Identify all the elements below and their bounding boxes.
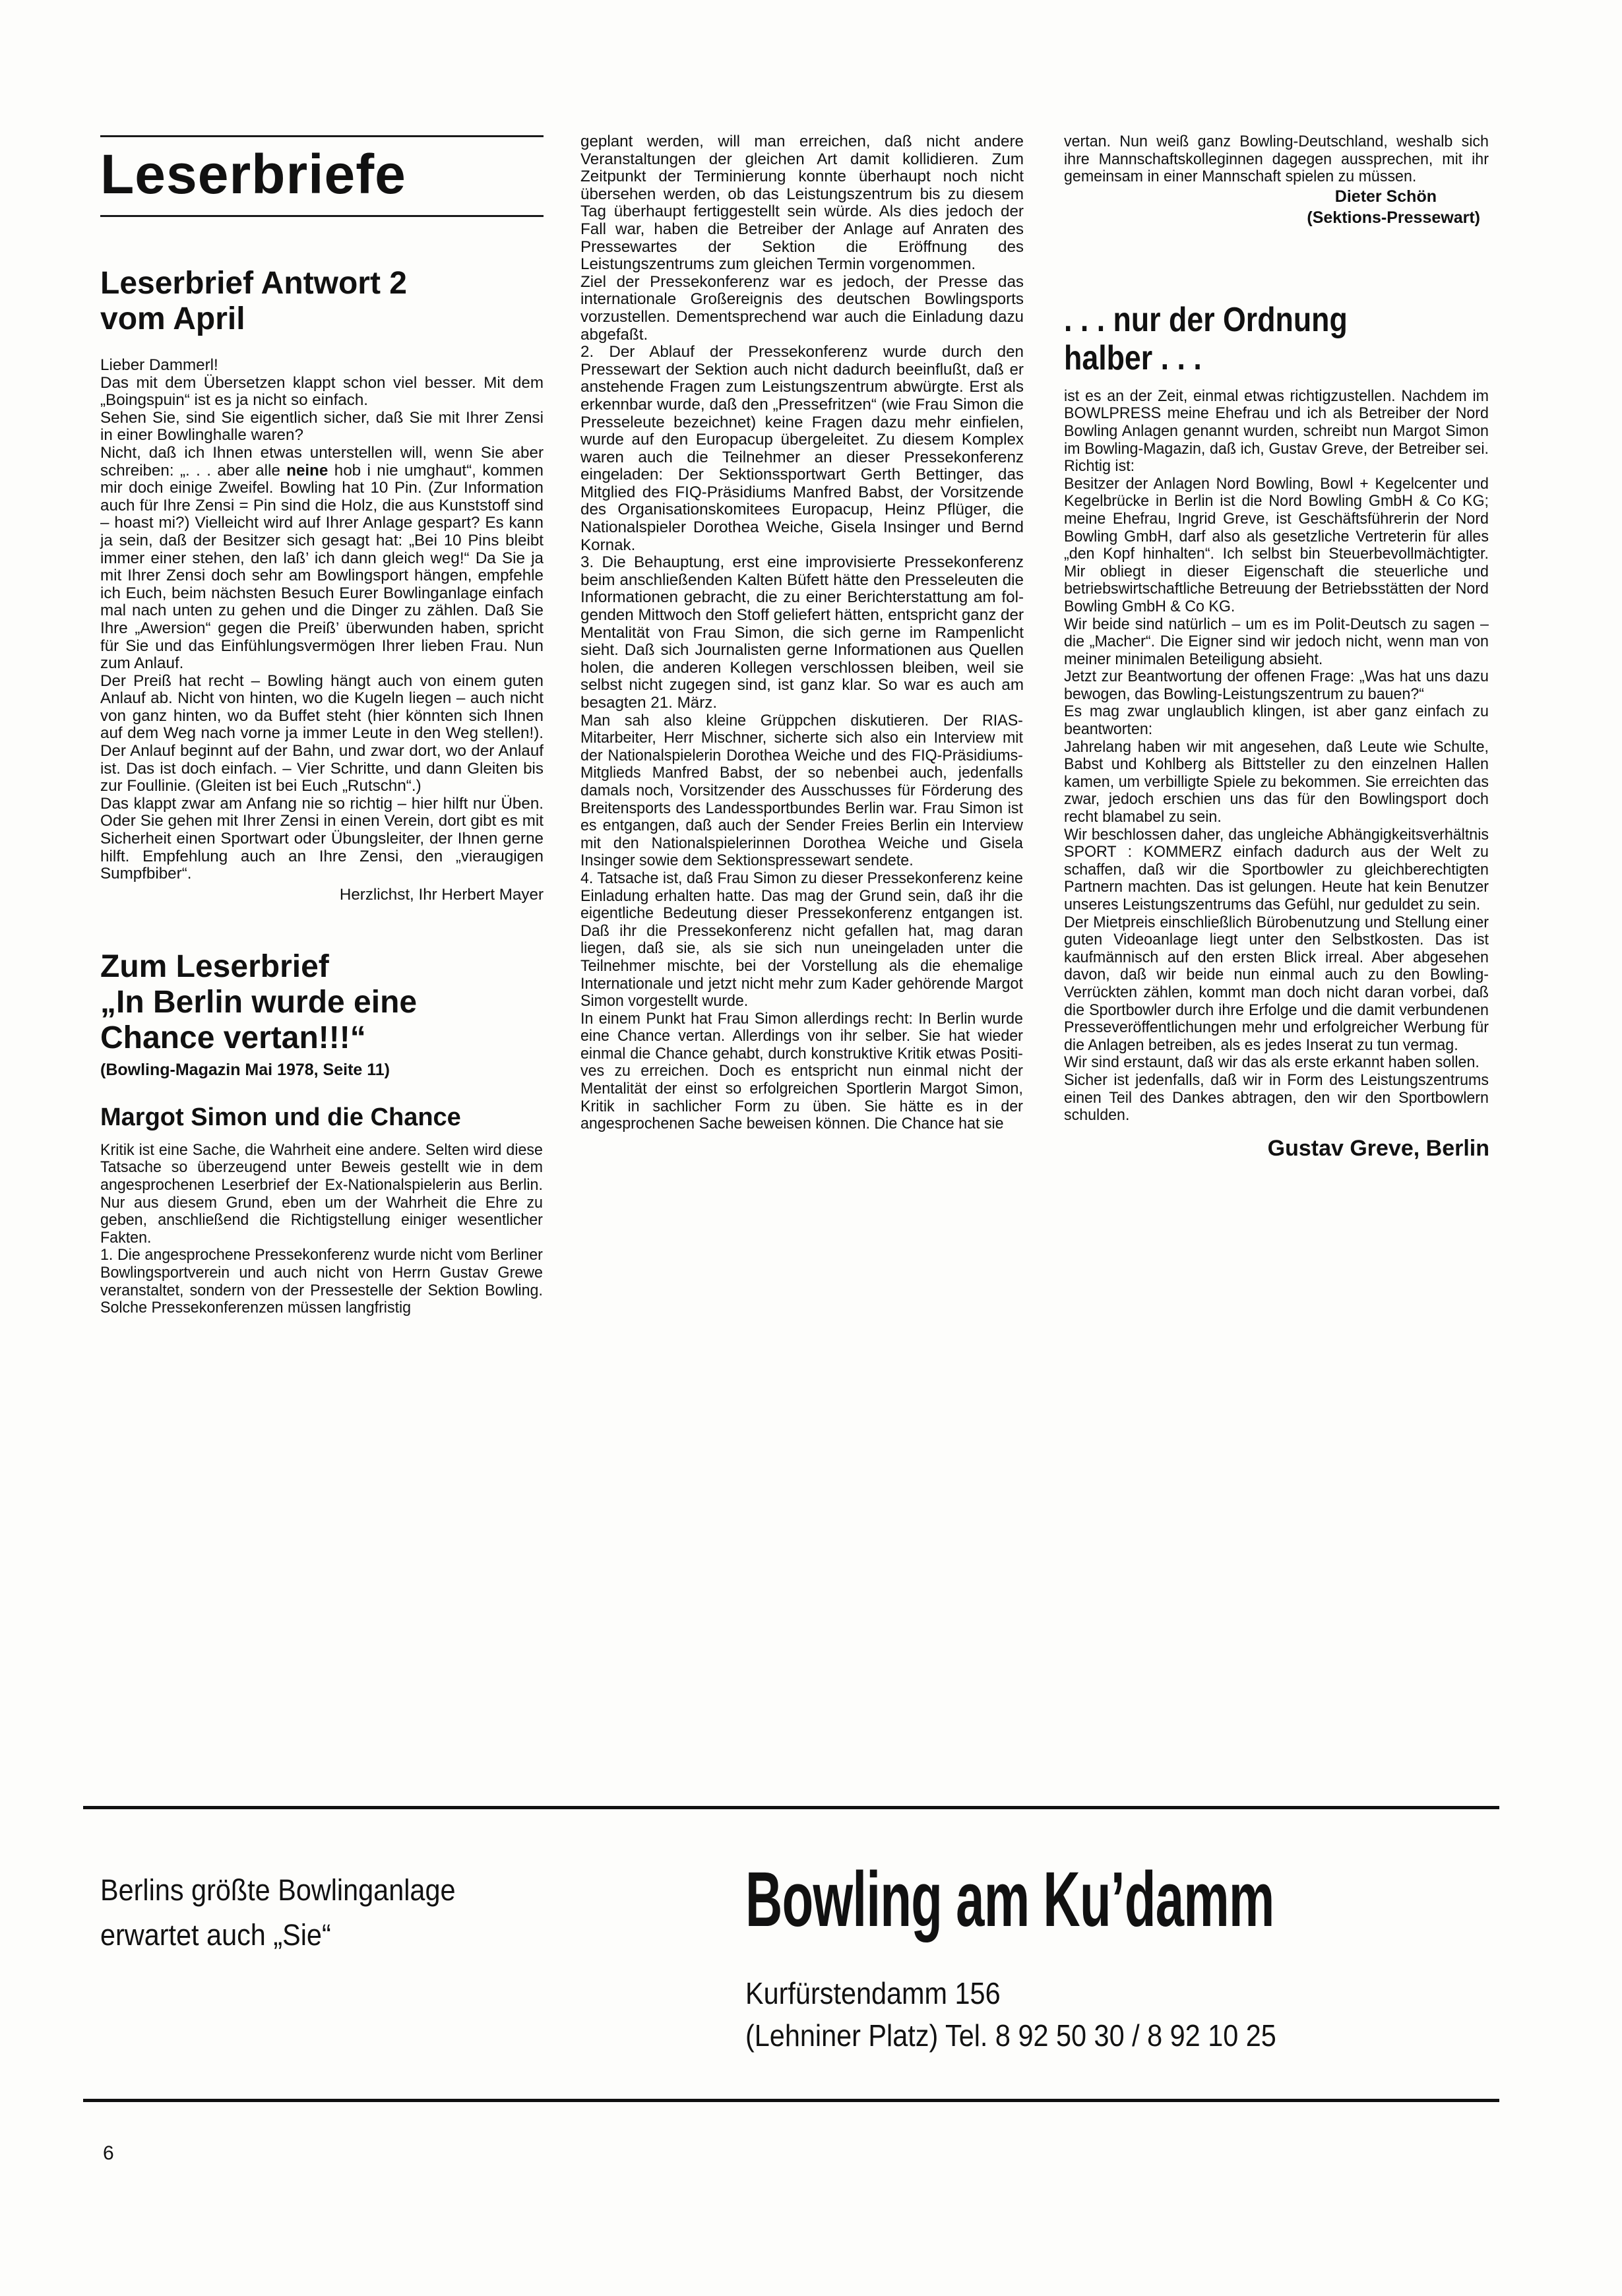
letter3-paragraph: Es mag zwar unglaublich klingen, ist aber ganz einfach zu beantworten: xyxy=(1064,702,1489,739)
letter3-paragraph: Der Mietpreis einschließlich Bürobenutzung und Stellung einer guten Videoanlage liegt unter den Selbstkosten. Das ist kaufmännisch auf den ersten Blick irreal. Aber abgesehen davon, daß wir beide nun einmal auch zu den Bowling-Verrückten zählen, kommt man doch nicht daran vorbei, daß die Sportbowler durch ihre Erfolge und die damit verbundenen Presseveröffentlichungen mehr und erfolgreicher Werbung für die Anlagen betreiben, als es jedes Inserat zu tun vermag. xyxy=(1064,913,1489,1054)
letter1-paragraph: Sehen Sie, sind Sie eigentlich sicher, daß Sie mit Ihrer Zensi in einer Bowlinghalle waren? xyxy=(100,408,544,445)
bold-emphasis: neine xyxy=(286,461,328,480)
letter1-title-line2: vom April xyxy=(100,301,245,336)
letter3-paragraph: Jetzt zur Beantwortung der offenen Frage: „Was hat uns dazu bewogen, das Bowling-Leistungszentrum zu bauen?“ xyxy=(1064,667,1489,703)
ad-tagline-line2: erwartet auch „Sie“ xyxy=(100,1918,331,1952)
ad-address xyxy=(745,1972,1276,2057)
letter3-title-line2: halber . . . xyxy=(1064,338,1202,377)
letter1-paragraph: Der Preiß hat recht – Bowling hängt auch von einem guten Anlauf ab. Nicht von hinten, wo die Kugeln liegen – auch nicht von ganz hinten, wo da Buffet steht (hier könnten sich Ihnen auf dem Weg nach vorne ja immer Leute in den Weg stellen!). Der Anlauf beginnt auf der Bahn, und zwar dort, wo der Anlauf ist. Das ist doch einfach. – Vier Schritte, und dann Gleiten bis zur Foullinie. (Gleiten ist bei Euch „Rutschn“.) xyxy=(100,671,544,795)
letter2-paragraph: 2. Der Ablauf der Pressekonferenz wurde durch den Pressewart der Sektion auch nicht dadurch beeinflußt, daß er anstehende Fragen zum Leistungszentrum abwürgte. Erst als erkennbar wurde, daß den „Pressefritzen“ (wie Frau Simon die Presseleute bezeichnet) keine Fragen dazu mehr einfielen, wurde auf den Europacup übergeleitet. Zu diesem Komplex waren auch die Teilnehmer an dieser Pressekonferenz eingeladen: Der Sektionssportwart Gerth Bettinger, das Mitglied des FIQ-Präsidiums Manfred Babst, der Vorsitzende des Organisationskomitees Europacup, Heinz Pflüger, die Nationalspieler Dorothea Weiche, Gisela Insinger und Bernd Kornak. xyxy=(580,343,1024,554)
page-number: 6 xyxy=(103,2142,114,2164)
letter3-paragraph: ist es an der Zeit, einmal etwas richtigzustellen. Nachdem im BOWLPRESS meine Ehefrau und ich als Betreiber der Nord Bowling Anlagen genannt wurden, schreibt nun Margot Simon im Bowling-Magazin, daß ich, Gustav Greve, der Betreiber sei. Richtig ist: xyxy=(1064,387,1489,476)
letter3-paragraph: Wir sind erstaunt, daß wir das als erste erkannt haben sollen. xyxy=(1064,1053,1480,1072)
letter3-title-line1: . . . nur der Ordnung xyxy=(1064,300,1348,339)
letter2-source: (Bowling-Magazin Mai 1978, Seite 11) xyxy=(100,1060,390,1079)
ad-tagline xyxy=(100,1868,456,1958)
column-1 xyxy=(100,135,544,1317)
letter1-paragraph-with-bold: Nicht, daß ich Ihnen etwas unterstellen will, wenn Sie aber schreiben: „. . . aber alle neine hob i nie umghaut“, kommen mir doch einige Zweifel. Bowling hat 10 Pin. (Zur Information auch für Ihre Zensi = Pin sind die Holz, die aus Kunststoff sind – hoast mi?) Vielleicht wird auf Ihrer Anlage gespart? Es kann ja sein, daß der Besitzer sich gesagt hat: „Bei 10 Pins bleibt immer einer stehen, den laß’ ich dann gleich weg!“ Da Sie ja mit Ihrer Zensi doch sehr am Bowlingsport hängen, empfehle ich Euch, beim nächsten Besuch Eurer Bowlinganlage einfach mal nach unten zu gehen und die Dinger zu zählen. Daß Sie Ihre „Awersion“ gegen die Preiß’ überwunden haben, spricht für Sie und das Einfühlungsvermögen Ihrer lieben Frau. Nun zum Anlauf. xyxy=(100,443,544,673)
letter2-signature-name: Dieter Schön xyxy=(1334,187,1437,206)
letter1-paragraph: Das mit dem Übersetzen klappt schon viel besser. Mit dem „Boingspuin“ ist es ja nicht so einfach. xyxy=(100,373,544,410)
section-title: Leserbriefe xyxy=(100,143,406,205)
section-rule-top xyxy=(100,135,544,137)
column-3 xyxy=(1064,133,1489,1162)
letter3-paragraph: Jahrelang haben wir mit angesehen, daß Leute wie Schulte, Babst und Kohlberg als Bittsteller zu den einzelnen Hallen kamen, um verbilligte Spiele zu bekommen. Sie erreichten das zwar, jedoch erschien uns das für den Bowlingsport doch recht blamabel zu sein. xyxy=(1064,737,1489,826)
letter2-paragraph: vertan. Nun weiß ganz Bowling-Deutschland, weshalb sich ihre Mannschaftskolleginnen dagegen aussprechen, mit ihr gemeinsam in einer Mannschaft spielen zu müssen. xyxy=(1064,133,1489,186)
letter2-paragraph: Kritik ist eine Sache, die Wahrheit eine andere. Selten wird diese Tatsache so überzeugend unter Beweis gestellt wie in dem angesprochenen Leserbrief der Ex-Nationalspielerin aus Berlin. Nur aus diesem Grund, eben um der Wahrheit die Ehre zu geben, anschließend die Richtigstellung einiger wesentlicher Fakten. xyxy=(100,1140,543,1247)
ad-brand-name: Bowling am Ku’damm xyxy=(745,1856,1274,1943)
letter2-title-line1: Zum Leserbrief xyxy=(100,948,329,984)
letter2-paragraph: geplant werden, will man erreichen, daß nicht andere Veranstaltungen der gleichen Art damit kollidieren. Zum Zeitpunkt der Terminierung konnte überhaupt noch nicht übersehen werden, ob das Leistungszentrum bis zu diesem Tag überhaupt fertiggestellt sein würde. Als dies jedoch der Fall war, haben die Betreiber der Anlage auf Anraten des Pressewartes der Sektion die Eröffnung des Leistungszentrums zum gleichen Termin vorgenommen. xyxy=(580,133,1024,274)
letter3-signature: Gustav Greve, Berlin xyxy=(1267,1135,1489,1161)
ad-rule-top xyxy=(83,1806,1499,1809)
ad-rule-bottom xyxy=(83,2099,1499,2102)
letter1-paragraph: Lieber Dammerl! xyxy=(100,356,218,374)
letter3-paragraph: Sicher ist jedenfalls, daß wir in Form des Leistungszentrums einen Teil des Dankes abtragen, den wir den Sportbowlern schulden. xyxy=(1064,1070,1489,1125)
letter3-paragraph: Besitzer der Anlagen Nord Bowling, Bowl + Kegelcenter und Kegelbrücke in Berlin ist die Nord Bowling GmbH & Co KG; meine Ehefrau, Ingrid Greve, ist Geschäftsführerin der Nord Bowling GmbH, darf also als gesetzliche Vertreterin für alles „den Kopf hinhalten“. Ich selbst bin Steuerbevollmächtigter. Mir obliegt in dieser Eigenschaft die steuerliche und betriebswirtschaftliche Betreuung der Betriebsstätten der Nord Bowling GmbH & Co KG. xyxy=(1064,474,1489,615)
letter2-paragraph: In einem Punkt hat Frau Simon allerdings recht: In Berlin wurde eine Chance vertan. Allerdings von ihr selber. Sie hat wieder einmal die Chance gehabt, durch konstruktive Kritik etwas Positives zu erreichen. Doch es entspricht nun einmal nicht der Mentalität der einst so erfolgreichen Sportlerin Margot Simon, Kritik in sachlicher Form zu üben. Sie hätte es in der angesprochenen Sache beweisen können. Die Chance hat sie xyxy=(580,1009,1023,1133)
letter2-signature-role: (Sektions-Pressewart) xyxy=(1307,208,1480,227)
letter2-subtitle: Margot Simon und die Chance xyxy=(100,1103,461,1131)
letter2-paragraph: 4. Tatsache ist, daß Frau Simon zu dieser Pressekonferenz keine Einladung erhalten hatte. Das mag der Grund sein, daß ihr die eigentliche Bedeutung dieser Pressekonferenz entgangen ist. Daß ihr die Pressekonferenz nicht gefallen hat, mag daran liegen, daß sie, als sie sich nun uneingeladen unter die Teilnehmer mischte, bei der Vorstellung als die ehemalige Internationale und jetzt nicht mehr zum Kader gehörende Margot Simon vorgestellt wurde. xyxy=(580,869,1023,1010)
ad-tagline-line1: Berlins größte Bowlinganlage xyxy=(100,1873,456,1907)
letter2-paragraph: 1. Die angesprochene Pressekonferenz wurde nicht vom Berliner Bowlingsportverein und auch nicht von Herrn Gustav Grewe veranstaltet, sondern von der Pressestelle der Sektion Bowling. Solche Pressekonferenzen müssen langfristig xyxy=(100,1246,543,1317)
ad-address-line1: Kurfürstendamm 156 xyxy=(745,1976,1001,2010)
letter3-paragraph: Wir beschlossen daher, das ungleiche Abhängigkeitsverhältnis SPORT : KOMMERZ einfach dadurch aus der Welt zu schaffen, daß wir die Sportbowler zu gleichberechtigten Partnern machten. Das ist gelungen. Heute hat kein Benutzer unseres Leistungszentrums das Gefühl, nur geduldet zu sein. xyxy=(1064,825,1489,914)
letter1-paragraph: Das klappt zwar am Anfang nie so richtig – hier hilft nur Üben. Oder Sie gehen mit Ihrer Zensi in einen Verein, dort gibt es mit Sicherheit einen Sportwart oder Übungsleiter, der Ihnen gerne hilft. Empfehlung auch an Ihre Zensi, den „vieraugigen Sumpfbiber“. xyxy=(100,794,544,883)
letter2-title-line3: Chance vertan!!!“ xyxy=(100,1020,366,1055)
letter2-paragraph: 3. Die Behauptung, erst eine improvisierte Pressekonferenz beim anschließenden Kalten Büfett hätte den Presseleuten die Informationen gebracht, die zu einer Berichterstattung am folgenden Mittwoch den Stoff geliefert hätten, entspricht ganz der Mentalität von Frau Simon, die sich gerne im Rampenlicht sieht. Daß sich Journalisten gerne Informationen aus Quellen holen, die anderen Kollegen verschlossen bleiben, weil sie selbst nicht zugegen sind, ist ganz klar. So war es auch am besagten 21. März. xyxy=(580,553,1024,712)
letter2-title-line2: „In Berlin wurde eine xyxy=(100,984,418,1020)
letter2-paragraph: Ziel der Pressekonferenz war es jedoch, der Presse das internationale Großereignis des deutschen Bowlingsports vorzustellen. Dementsprechend war auch die Einladung dazu abgefaßt. xyxy=(580,272,1024,344)
letter1-title-line1: Leserbrief Antwort 2 xyxy=(100,266,407,301)
letter1-signature: Herzlichst, Ihr Herbert Mayer xyxy=(339,885,544,904)
ad-address-line2: (Lehniner Platz) Tel. 8 92 50 30 / 8 92 10 25 xyxy=(745,2018,1276,2053)
letter3-paragraph: Wir beide sind natürlich – um es im Polit-Deutsch zu sagen – die „Macher“. Die Eigner sind wir jedoch nicht, wenn man von meiner minimalen Beteiligung absieht. xyxy=(1064,615,1489,668)
column-2 xyxy=(580,133,1024,1133)
letter2-paragraph: Man sah also kleine Grüppchen diskutieren. Der RIAS-Mitarbeiter, Herr Mischner, sicherte sich also ein Interview mit der Nationalspielerin Dorothea Weiche und des FIQ-Präsidiums-Mitglieds Manfred Babst, der so nebenbei auch, jedenfalls damals noch, Vorsitzender des Ausschusses für Förderung des Breitensports des Landessportbundes Berlin war. Frau Simon ist es entgangen, daß auch der Sender Freies Berlin ein Interview mit den Nationalspielerinnen Dorothea Weiche und Gisela Insinger sowie dem Sektionspressewart sendete. xyxy=(580,711,1023,870)
